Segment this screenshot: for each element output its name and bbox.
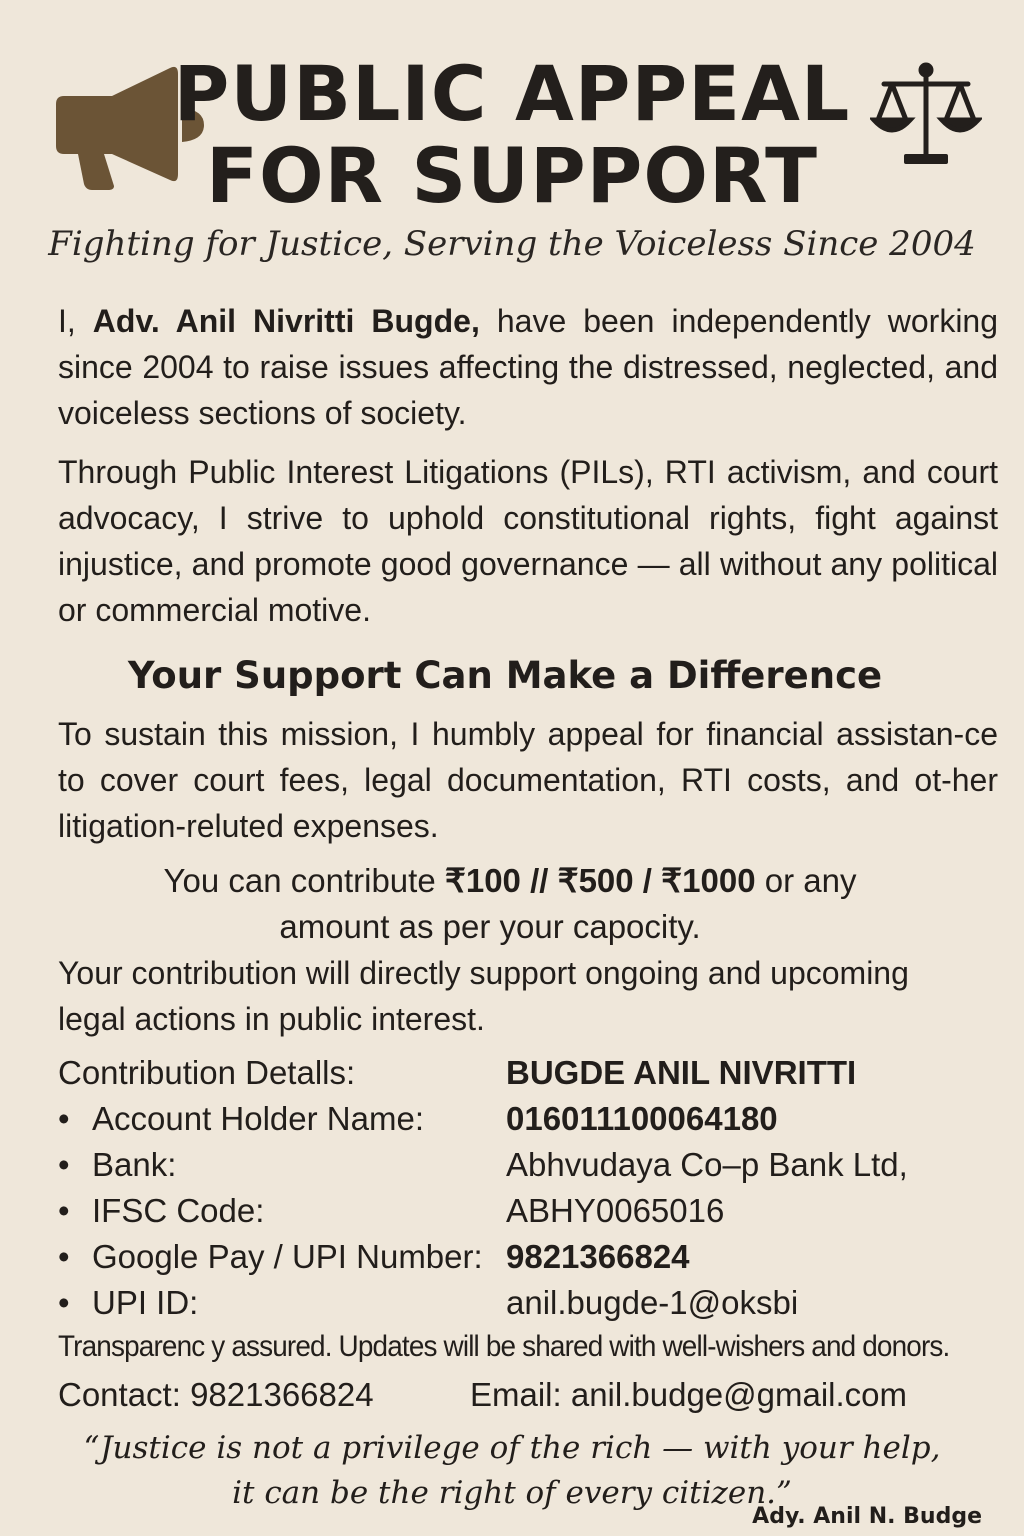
details-heading: Contribution Detalls: — [58, 1054, 356, 1091]
detail-row-account-holder — [58, 1096, 998, 1142]
bullet: • — [58, 1238, 70, 1275]
detail-label: UPI ID: — [92, 1284, 199, 1321]
contribute-suffix: or any — [755, 862, 857, 899]
appeal-paragraph: To sustain this mission, I humbly appeal for financial assistan-ce to cover court fees, legal documentation, RTI costs, and ot-her litigation-reluted expenses. — [58, 716, 998, 844]
signature: Ady. Anil N. Budge — [752, 1504, 982, 1529]
detail-row-bank — [58, 1142, 998, 1188]
author-name: Adv. Anil Nivritti Bugde, — [92, 303, 480, 339]
intro-prefix: I, — [58, 303, 93, 339]
detail-value-bank: Abhvudaya Co–p Bank Ltd, — [506, 1146, 908, 1183]
detail-label: Bank: — [92, 1146, 177, 1183]
impact-paragraph: Your contribution will directly support ongoing and upcoming legal actions in public interest. — [58, 955, 909, 1037]
contribution-line-2: amount as per your capocity. — [279, 908, 701, 945]
mission-paragraph: Through Public Interest Litigations (PILs), RTI activism, and court advocacy, I strive to uphold constitutional rights, fight against injustice, and promote good governance — all without any political or commercial motive. — [58, 454, 998, 628]
bullet: • — [58, 1284, 70, 1321]
detail-label: Account Holder Name: — [92, 1100, 424, 1137]
intro-paragraph — [58, 298, 998, 436]
bullet: • — [58, 1192, 70, 1229]
intro-text: have been independently working since 2004 to raise issues affecting the distressed, neglected, and voiceless sections of society. — [58, 303, 999, 431]
closing-quote — [0, 1426, 1024, 1516]
support-heading: Your Support Can Make a Difference — [127, 654, 883, 697]
contribute-prefix: You can contribute — [163, 862, 445, 899]
bullet: • — [58, 1100, 70, 1137]
detail-row-upi-number — [58, 1234, 998, 1280]
subtitle: Fighting for Justice, Serving the Voiceless Since 2004 — [48, 224, 976, 264]
quote-line-2: it can be the right of every citizen.” — [232, 1475, 792, 1511]
quote-line-1: “Justice is not a privilege of the rich — with your help, — [83, 1430, 941, 1466]
detail-value-upi-id: anil.bugde-1@oksbi — [506, 1284, 799, 1321]
detail-row-ifsc — [58, 1188, 998, 1234]
detail-value-ifsc: ABHY0065016 — [506, 1192, 725, 1229]
page-title-line-2: FOR SUPPORT — [206, 131, 818, 220]
contribution-line — [0, 858, 1020, 904]
detail-value-upi-number: 9821366824 — [506, 1238, 690, 1275]
page-title-line-1: PUBLIC APPEAL — [173, 49, 851, 138]
contact-email: Email: anil.budge@gmail.com — [470, 1376, 908, 1413]
detail-label: IFSC Code: — [92, 1192, 265, 1229]
bullet: • — [58, 1146, 70, 1183]
detail-label: Google Pay / UPI Number: — [92, 1238, 483, 1275]
details-heading-value: BUGDE ANIL NIVRITTI — [506, 1054, 857, 1091]
contribution-amounts: ₹100 // ₹500 / ₹1000 — [444, 862, 756, 899]
contact-phone: Contact: 9821366824 — [58, 1376, 374, 1413]
detail-row-upi-id — [58, 1280, 998, 1326]
transparency-note: Transparenc y assured. Updates will be shared with well-wishers and donors. — [58, 1330, 950, 1363]
detail-value-account-number: 016011100064180 — [506, 1100, 778, 1137]
details-heading-row — [58, 1050, 998, 1096]
